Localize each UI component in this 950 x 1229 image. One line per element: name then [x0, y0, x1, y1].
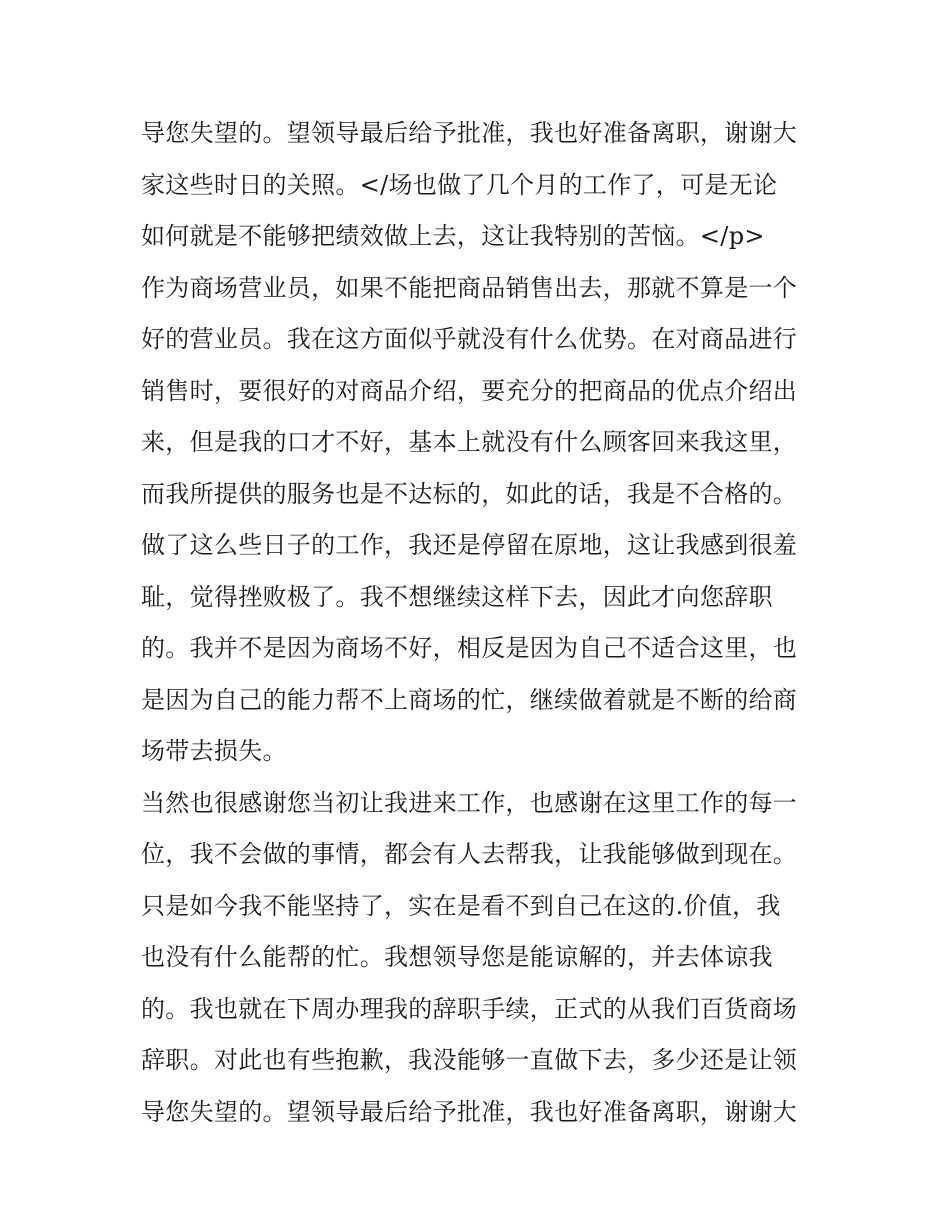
- text-line-15: 位，我不会做的事情，都会有人去帮我，让我能够做到现在。: [141, 840, 798, 868]
- text-line-13: 场带去损失。: [141, 737, 287, 765]
- document-body: [141, 108, 821, 1138]
- text-line-16: 只是如今我不能坚持了，实在是看不到自己在这的.价值，我: [141, 891, 781, 920]
- text-line-5: 好的营业员。我在这方面似乎就没有什么优势。在对商品进行: [141, 325, 798, 353]
- text-line-3: 如何就是不能够把绩效做上去，这让我特别的苦恼。</p>: [141, 222, 765, 250]
- text-line-17: 也没有什么能帮的忙。我想领导您是能谅解的，并去体谅我: [141, 943, 773, 971]
- text-line-4: 作为商场营业员，如果不能把商品销售出去，那就不算是一个: [141, 273, 798, 302]
- text-line-7: 来，但是我的口才不好，基本上就没有什么顾客回来我这里，: [141, 428, 798, 456]
- text-line-8: 而我所提供的服务也是不达标的，如此的话，我是不合格的。: [141, 479, 798, 508]
- text-line-2: 家这些时日的关照。</场也做了几个月的工作了，可是无论: [141, 170, 778, 199]
- text-line-19: 辞职。对此也有些抱歉，我没能够一直做下去，多少还是让领: [141, 1046, 798, 1074]
- text-line-12: 是因为自己的能力帮不上商场的忙，继续做着就是不断的给商: [141, 685, 798, 714]
- text-line-18: 的。我也就在下周办理我的辞职手续，正式的从我们百货商场: [141, 994, 798, 1023]
- text-line-11: 的。我并不是因为商场不好，相反是因为自己不适合这里，也: [141, 634, 798, 662]
- text-line-14: 当然也很感谢您当初让我进来工作，也感谢在这里工作的每一: [141, 788, 798, 817]
- text-line-10: 耻，觉得挫败极了。我不想继续这样下去，因此才向您辞职: [141, 582, 773, 611]
- text-line-20: 导您失望的。望领导最后给予批准，我也好准备离职，谢谢大: [141, 1097, 798, 1126]
- text-line-1: 导您失望的。望领导最后给予批准，我也好准备离职，谢谢大: [141, 119, 798, 147]
- text-line-6: 销售时，要很好的对商品介绍，要充分的把商品的优点介绍出: [141, 376, 798, 405]
- text-line-9: 做了这么些日子的工作，我还是停留在原地，这让我感到很羞: [141, 531, 798, 559]
